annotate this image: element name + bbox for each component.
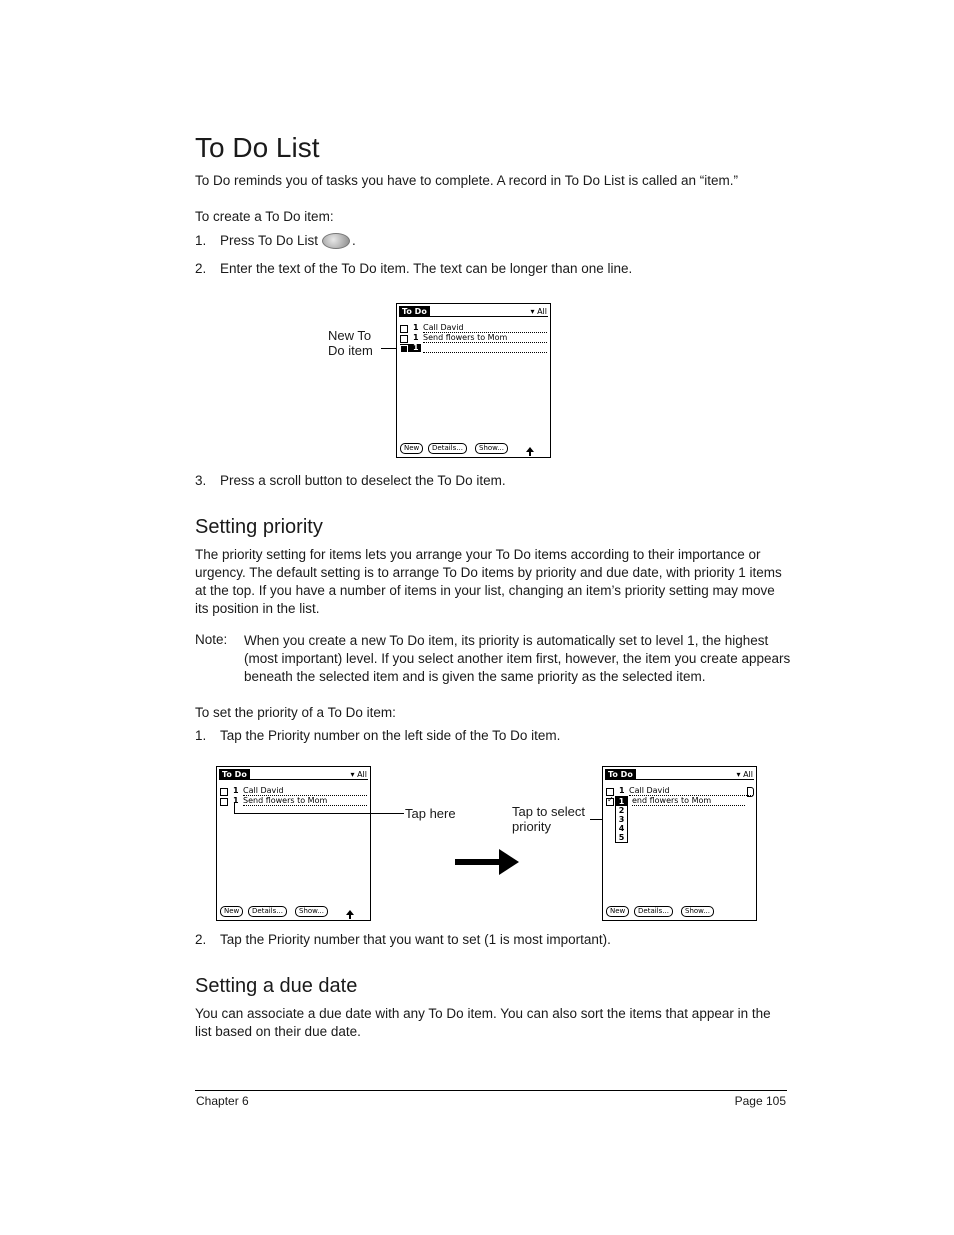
todo-item[interactable] bbox=[220, 796, 367, 806]
step-suffix: . bbox=[352, 233, 356, 248]
note-label: Note: bbox=[195, 632, 228, 647]
priority-step-2 bbox=[195, 932, 611, 947]
step-text: Press a scroll button to deselect the To Do item. bbox=[220, 473, 506, 488]
footer-rule bbox=[195, 1090, 787, 1091]
priority-picker[interactable] bbox=[615, 796, 628, 843]
priority-number[interactable]: 1 bbox=[413, 343, 419, 352]
priority-heading: Setting priority bbox=[195, 516, 323, 538]
app-tab: To Do bbox=[399, 306, 430, 317]
step-number: 3. bbox=[195, 473, 207, 488]
priority-option[interactable]: 2 bbox=[618, 806, 625, 815]
scroll-up-arrow-icon[interactable] bbox=[346, 910, 354, 915]
item-text: Call David bbox=[243, 786, 367, 796]
category-label: All bbox=[357, 770, 367, 779]
priority-option[interactable]: 1 bbox=[616, 797, 627, 806]
item-text[interactable] bbox=[423, 343, 547, 353]
step-number: 1. bbox=[195, 728, 207, 743]
priority-number[interactable]: 1 bbox=[413, 323, 419, 332]
category-label: All bbox=[537, 307, 547, 316]
item-text: end flowers to Mom bbox=[632, 796, 745, 806]
intro-paragraph: To Do reminds you of tasks you have to complete. A record in To Do List is called an “item.” bbox=[195, 173, 739, 188]
item-text: Call David bbox=[423, 323, 547, 333]
priority-step-1 bbox=[195, 728, 560, 743]
callout-new-item: New To Do item bbox=[328, 328, 373, 358]
category-selector[interactable]: ▾ All bbox=[736, 770, 753, 779]
app-tab: To Do bbox=[219, 769, 250, 780]
new-button[interactable]: New bbox=[400, 443, 423, 454]
checkbox[interactable] bbox=[400, 325, 408, 333]
create-step-2 bbox=[195, 261, 632, 276]
checkbox[interactable] bbox=[220, 788, 228, 796]
todo-item[interactable] bbox=[606, 786, 753, 796]
priority-option[interactable]: 3 bbox=[618, 815, 625, 824]
tab-divider bbox=[219, 779, 368, 780]
priority-option[interactable]: 5 bbox=[618, 833, 625, 842]
todo-item[interactable] bbox=[400, 323, 547, 333]
priority-subheading: To set the priority of a To Do item: bbox=[195, 705, 396, 720]
note-text: When you create a new To Do item, its priority is automatically set to level 1, the highest (most important) level. If you select another item first, however, the item you create appears beneath the selected item and is given the same priority as the selected item. bbox=[244, 633, 791, 684]
app-tab: To Do bbox=[605, 769, 636, 780]
note-indicator-icon[interactable] bbox=[747, 787, 754, 797]
todo-item[interactable] bbox=[400, 333, 547, 343]
show-button[interactable]: Show... bbox=[295, 906, 328, 917]
show-button[interactable]: Show... bbox=[681, 906, 714, 917]
create-step-3 bbox=[195, 473, 506, 488]
priority-paragraph: The priority setting for items lets you arrange your To Do items according to their importance or urgency. The default setting is to arrange To Do items by priority and due date, with priority 1 items at the top. If you have a number of items in your list, changing an item’s priority setting may move its position in the list. bbox=[195, 547, 782, 616]
todo-app-icon bbox=[322, 233, 350, 249]
item-text: Send flowers to Mom bbox=[423, 333, 547, 343]
todo-item[interactable] bbox=[220, 786, 367, 796]
details-button[interactable]: Details... bbox=[634, 906, 673, 917]
checkbox[interactable] bbox=[220, 798, 228, 806]
scroll-up-arrow-icon[interactable] bbox=[526, 447, 534, 452]
todo-item-new[interactable] bbox=[400, 343, 547, 353]
duedate-heading: Setting a due date bbox=[195, 975, 358, 997]
device-screen-priority-before bbox=[216, 766, 371, 921]
priority-option[interactable]: 4 bbox=[618, 824, 625, 833]
checkbox[interactable] bbox=[606, 798, 614, 806]
footer-page: Page 105 bbox=[734, 1094, 786, 1108]
step-text: Tap the Priority number that you want to set (1 is most important). bbox=[220, 932, 611, 947]
step-number: 1. bbox=[195, 233, 207, 248]
new-button[interactable]: New bbox=[220, 906, 243, 917]
priority-number[interactable]: 1 bbox=[233, 796, 239, 805]
checkbox[interactable] bbox=[400, 335, 408, 343]
step-text: Tap the Priority number on the left side of the To Do item. bbox=[220, 728, 561, 743]
step-number: 2. bbox=[195, 932, 207, 947]
tab-divider bbox=[399, 316, 548, 317]
category-selector[interactable]: ▾ All bbox=[530, 307, 547, 316]
priority-number[interactable]: 1 bbox=[233, 786, 239, 795]
item-text: Call David bbox=[629, 786, 753, 796]
priority-number[interactable]: 1 bbox=[413, 333, 419, 342]
todo-item-selected[interactable] bbox=[606, 796, 753, 806]
footer-chapter: Chapter 6 bbox=[196, 1094, 249, 1108]
new-button[interactable]: New bbox=[606, 906, 629, 917]
priority-number[interactable]: 1 bbox=[619, 786, 625, 795]
checkbox[interactable] bbox=[400, 345, 408, 353]
tap-leader-horizontal bbox=[234, 813, 404, 814]
callout-tap-here: Tap here bbox=[405, 806, 456, 821]
callout-tap-select: Tap to select priority bbox=[512, 804, 585, 834]
details-button[interactable]: Details... bbox=[248, 906, 287, 917]
category-label: All bbox=[743, 770, 753, 779]
tab-divider bbox=[605, 779, 754, 780]
step-number: 2. bbox=[195, 261, 207, 276]
create-heading: To create a To Do item: bbox=[195, 209, 334, 224]
duedate-paragraph: You can associate a due date with any To Do item. You can also sort the items that appear in the list based on their due date. bbox=[195, 1006, 771, 1039]
step-text: Enter the text of the To Do item. The text can be longer than one line. bbox=[220, 261, 633, 276]
step-text: Press To Do List bbox=[220, 233, 319, 248]
device-screen-priority-picker bbox=[602, 766, 757, 921]
right-arrow-icon bbox=[455, 849, 521, 875]
page-title: To Do List bbox=[195, 132, 320, 163]
device-screen-new-item bbox=[396, 303, 551, 458]
create-step-1 bbox=[195, 233, 356, 249]
details-button[interactable]: Details... bbox=[428, 443, 467, 454]
item-text: Send flowers to Mom bbox=[243, 796, 367, 806]
category-selector[interactable]: ▾ All bbox=[350, 770, 367, 779]
show-button[interactable]: Show... bbox=[475, 443, 508, 454]
